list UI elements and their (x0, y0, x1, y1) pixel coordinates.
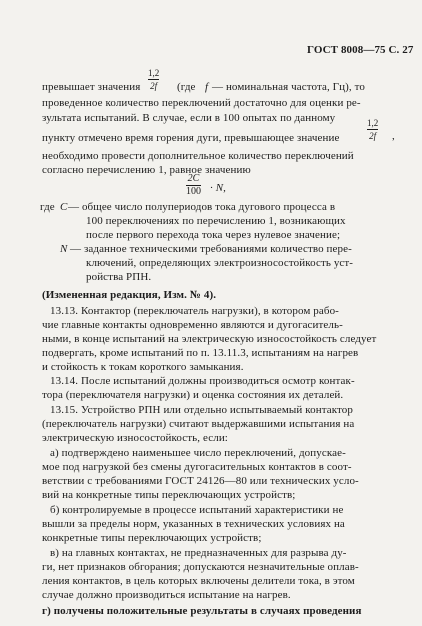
text-line: пункту отмечено время горения дуги, превышающее значение (42, 132, 340, 144)
fraction-1-2f (367, 118, 378, 141)
text-line: мое под нагрузкой без смены дугогасительных контактов в соот- (42, 461, 352, 473)
text-line: ройства РПН. (86, 271, 152, 283)
text-line: случае должно производиться испытание на нагрев. (42, 589, 291, 601)
symbol-C: C (60, 201, 68, 213)
text-line: проведенное количество переключений достаточно для оценки ре- (42, 97, 361, 109)
symbol-N: N (60, 243, 68, 255)
text-line: и стойкость к токам короткого замыкания. (42, 361, 244, 373)
text-line: конкретные типы переключающих устройств; (42, 532, 262, 544)
fraction-1-2f (148, 68, 159, 91)
text-line: необходимо провести дополнительное количество переключений (42, 150, 354, 162)
text-line: а) подтверждено наименьшее число переключений, допускае- (50, 447, 346, 459)
text-line: превышает значения (42, 81, 141, 93)
text-line: ветствии с требованиями ГОСТ 24126—80 или технических усло- (42, 475, 359, 487)
text-line: — заданное техническими требованиями количество пере- (70, 243, 352, 255)
text-line: ления контактов, в цель которых включены делители тока, в этом (42, 575, 355, 587)
text-line: в) на главных контактах, не предназначенных для разрыва ду- (50, 547, 347, 559)
amendment-note: г) получены положительные результаты в случаях проведения (42, 605, 362, 617)
text-line: согласно перечислению 1, равное значению (42, 164, 251, 176)
text-line: (где (177, 81, 196, 93)
text-line: 100 переключениях по перечислению 1, возникающих (86, 215, 346, 227)
amendment-note: (Измененная редакция, Изм. № 4). (42, 289, 217, 301)
text-line: электрическую износостойкость, если: (42, 432, 228, 444)
text-line: вий на конкретные типы переключающих устройств; (42, 489, 296, 501)
fraction-numerator: 1,2 (367, 118, 379, 128)
fraction-bar (367, 129, 378, 130)
text-line: чие главные контакты одновременно являются и дугогаситель- (42, 319, 343, 331)
text-line: — номинальная частота, Гц), то (212, 81, 365, 93)
symbol-f: f (205, 81, 209, 93)
text-line: ключений, определяющих электроизносостойкость уст- (86, 257, 354, 269)
formula-tail: · N, (210, 182, 226, 194)
text-line: 13.15. Устройство РПН или отдельно испытываемый контактор (50, 404, 353, 416)
fraction-denominator: 2f (150, 81, 158, 91)
text-line: (переключатель нагрузки) считают выдержавшими испытания на (42, 418, 355, 430)
text-line: б) контролируемые в процессе испытаний характеристики не (50, 504, 344, 516)
text-line: ными, в конце испытаний на электрическую износостойкость следует (42, 333, 377, 345)
text-line: после первого перехода тока через нулевое значение; (86, 229, 341, 241)
text-line: — общее число полупериодов тока дугового процесса в (68, 201, 336, 213)
fraction-bar (148, 79, 159, 80)
text-line: вышли за пределы норм, указанных в технических условиях на (42, 518, 345, 530)
text-line: ги, нет признаков обгорания; допускаются незначительные оплав- (42, 561, 359, 573)
fraction-numerator: 1,2 (148, 68, 160, 78)
comma: , (392, 130, 395, 142)
fraction-numerator: 2C (187, 173, 200, 184)
text-line: тора (переключателя нагрузки) и оценка состояния их деталей. (42, 389, 344, 401)
text-line: где (40, 201, 55, 213)
text-line: подвергать, кроме испытаний по п. 13.11.3, испытаниям на нагрев (42, 347, 359, 359)
text-line: зультата испытаний. В случае, если в 100 опытах по данному (42, 112, 336, 124)
text-line: 13.13. Контактор (переключатель нагрузки), в котором рабо- (50, 305, 339, 317)
fraction-denominator: 100 (186, 186, 201, 197)
formula-2c-100 (186, 174, 201, 197)
text-line: 13.14. После испытаний должны производиться осмотр контак- (50, 375, 355, 387)
fraction-denominator: 2f (369, 131, 377, 141)
page-header: ГОСТ 8008—75 С. 27 (307, 44, 414, 56)
